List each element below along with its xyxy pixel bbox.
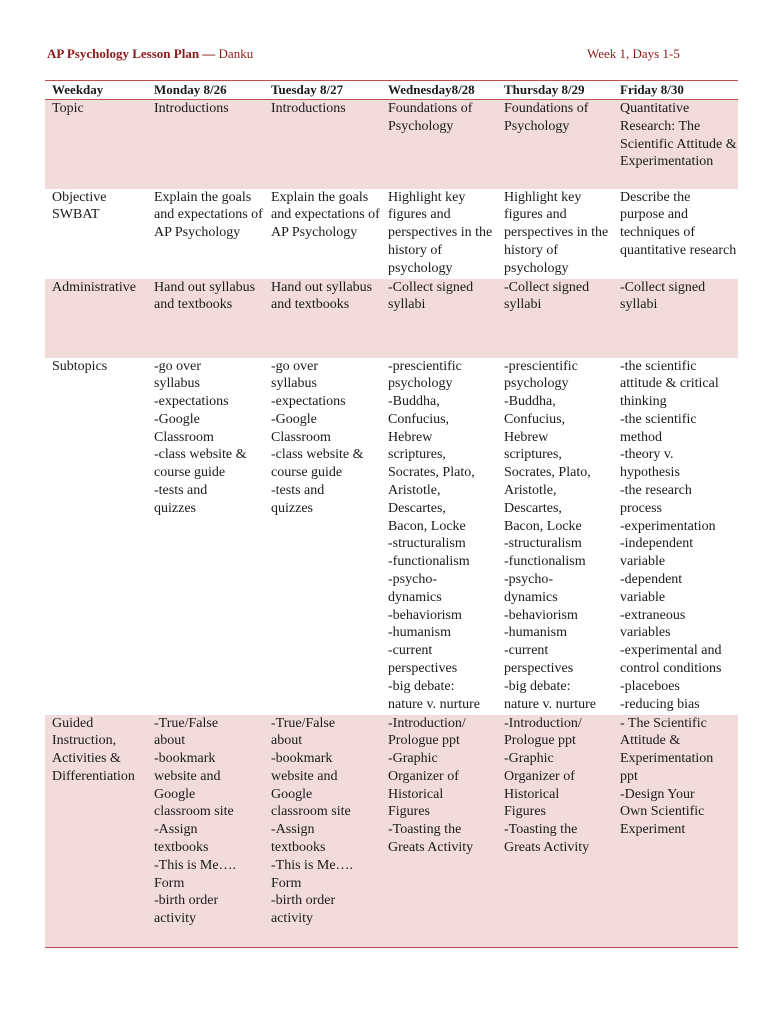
table-cell: -True/False about -bookmark website and Google classroom site -Assign textbooks -This is Me…. Form -birth order activity <box>147 715 264 948</box>
document-header-left <box>47 46 253 62</box>
row-label-objective: Objective SWBAT <box>52 189 107 223</box>
table-cell: Highlight key figures and perspectives in the history of psychology <box>504 189 609 276</box>
column-header-monday: Monday 8/26 <box>147 81 264 100</box>
table-cell: -Introduction/ Prologue ppt -Graphic Organizer of Historical Figures -Toasting the Greats Activity <box>497 715 613 948</box>
table-row-guided-instruction <box>45 715 738 948</box>
table-cell: Describe the purpose and techniques of quantitative research <box>620 189 737 258</box>
column-header-thursday: Thursday 8/29 <box>497 81 613 100</box>
lesson-plan-table <box>45 80 738 948</box>
table-cell: Hand out syllabus and textbooks <box>264 279 381 358</box>
table-cell: Introductions <box>264 100 381 189</box>
table-row-administrative <box>45 279 738 358</box>
table-cell: Quantitative Research: The Scientific Attitude & Experimentation <box>613 100 738 189</box>
table-cell: -go over syllabus -expectations -Google Classroom -class website & course guide -tests and quizzes <box>271 358 364 516</box>
row-label-subtopics: Subtopics <box>52 358 108 374</box>
table-cell: -Collect signed syllabi <box>613 279 738 358</box>
table-cell: -Collect signed syllabi <box>381 279 497 358</box>
table-cell: Explain the goals and expectations of AP Psychology <box>154 189 263 241</box>
table-cell: -Introduction/ Prologue ppt -Graphic Organizer of Historical Figures -Toasting the Greats Activity <box>381 715 497 948</box>
table-cell: Hand out syllabus and textbooks <box>147 279 264 358</box>
column-header-wednesday: Wednesday8/28 <box>381 81 497 100</box>
table-cell: -True/False about -bookmark website and Google classroom site -Assign textbooks -This is Me…. Form -birth order activity <box>264 715 381 948</box>
week-label: Week 1, Days 1-5 <box>587 46 680 61</box>
table-cell: Introductions <box>147 100 264 189</box>
document-title: AP Psychology Lesson Plan — <box>47 46 216 61</box>
column-header-friday: Friday 8/30 <box>613 81 738 100</box>
table-header-row <box>45 81 738 100</box>
row-label-topic: Topic <box>45 100 147 189</box>
table-cell: -Collect signed syllabi <box>497 279 613 358</box>
table-cell: Explain the goals and expectations of AP Psychology <box>271 189 380 241</box>
table-cell: -prescientific psychology -Buddha, Confucius, Hebrew scriptures, Socrates, Plato, Aristotle, Descartes, Bacon, Locke -structuralism -functionalism -psycho- dynamics -behaviorism -humanism -current perspectives -big debate: nature v. nurture <box>504 358 596 712</box>
table-cell: -prescientific psychology -Buddha, Confucius, Hebrew scriptures, Socrates, Plato, Aristotle, Descartes, Bacon, Locke -structuralism -functionalism -psycho- dynamics -behaviorism -humanism -current perspectives -big debate: nature v. nurture <box>388 358 480 712</box>
table-cell: Highlight key figures and perspectives in the history of psychology <box>388 189 493 276</box>
teacher-name: Danku <box>215 46 254 61</box>
column-header-weekday: Weekday <box>45 81 147 100</box>
table-cell: Foundations of Psychology <box>381 100 497 189</box>
row-label-administrative: Administrative <box>45 279 147 358</box>
table-row-objective <box>45 189 738 279</box>
table-row-topic <box>45 100 738 189</box>
table-cell: - The Scientific Attitude & Experimentation ppt -Design Your Own Scientific Experiment <box>613 715 738 948</box>
table-cell: Foundations of Psychology <box>497 100 613 189</box>
table-cell: -the scientific attitude & critical thinking -the scientific method -theory v. hypothesis -the research process -experimentation -independent variable -dependent variable -extraneous variables -experimental and control conditions -placeboes -reducing bias <box>620 358 722 712</box>
column-header-tuesday: Tuesday 8/27 <box>264 81 381 100</box>
table-cell: -go over syllabus -expectations -Google Classroom -class website & course guide -tests and quizzes <box>154 358 247 516</box>
row-label-guided-instruction: Guided Instruction, Activities & Differentiation <box>45 715 147 948</box>
table-row-subtopics <box>45 358 738 715</box>
